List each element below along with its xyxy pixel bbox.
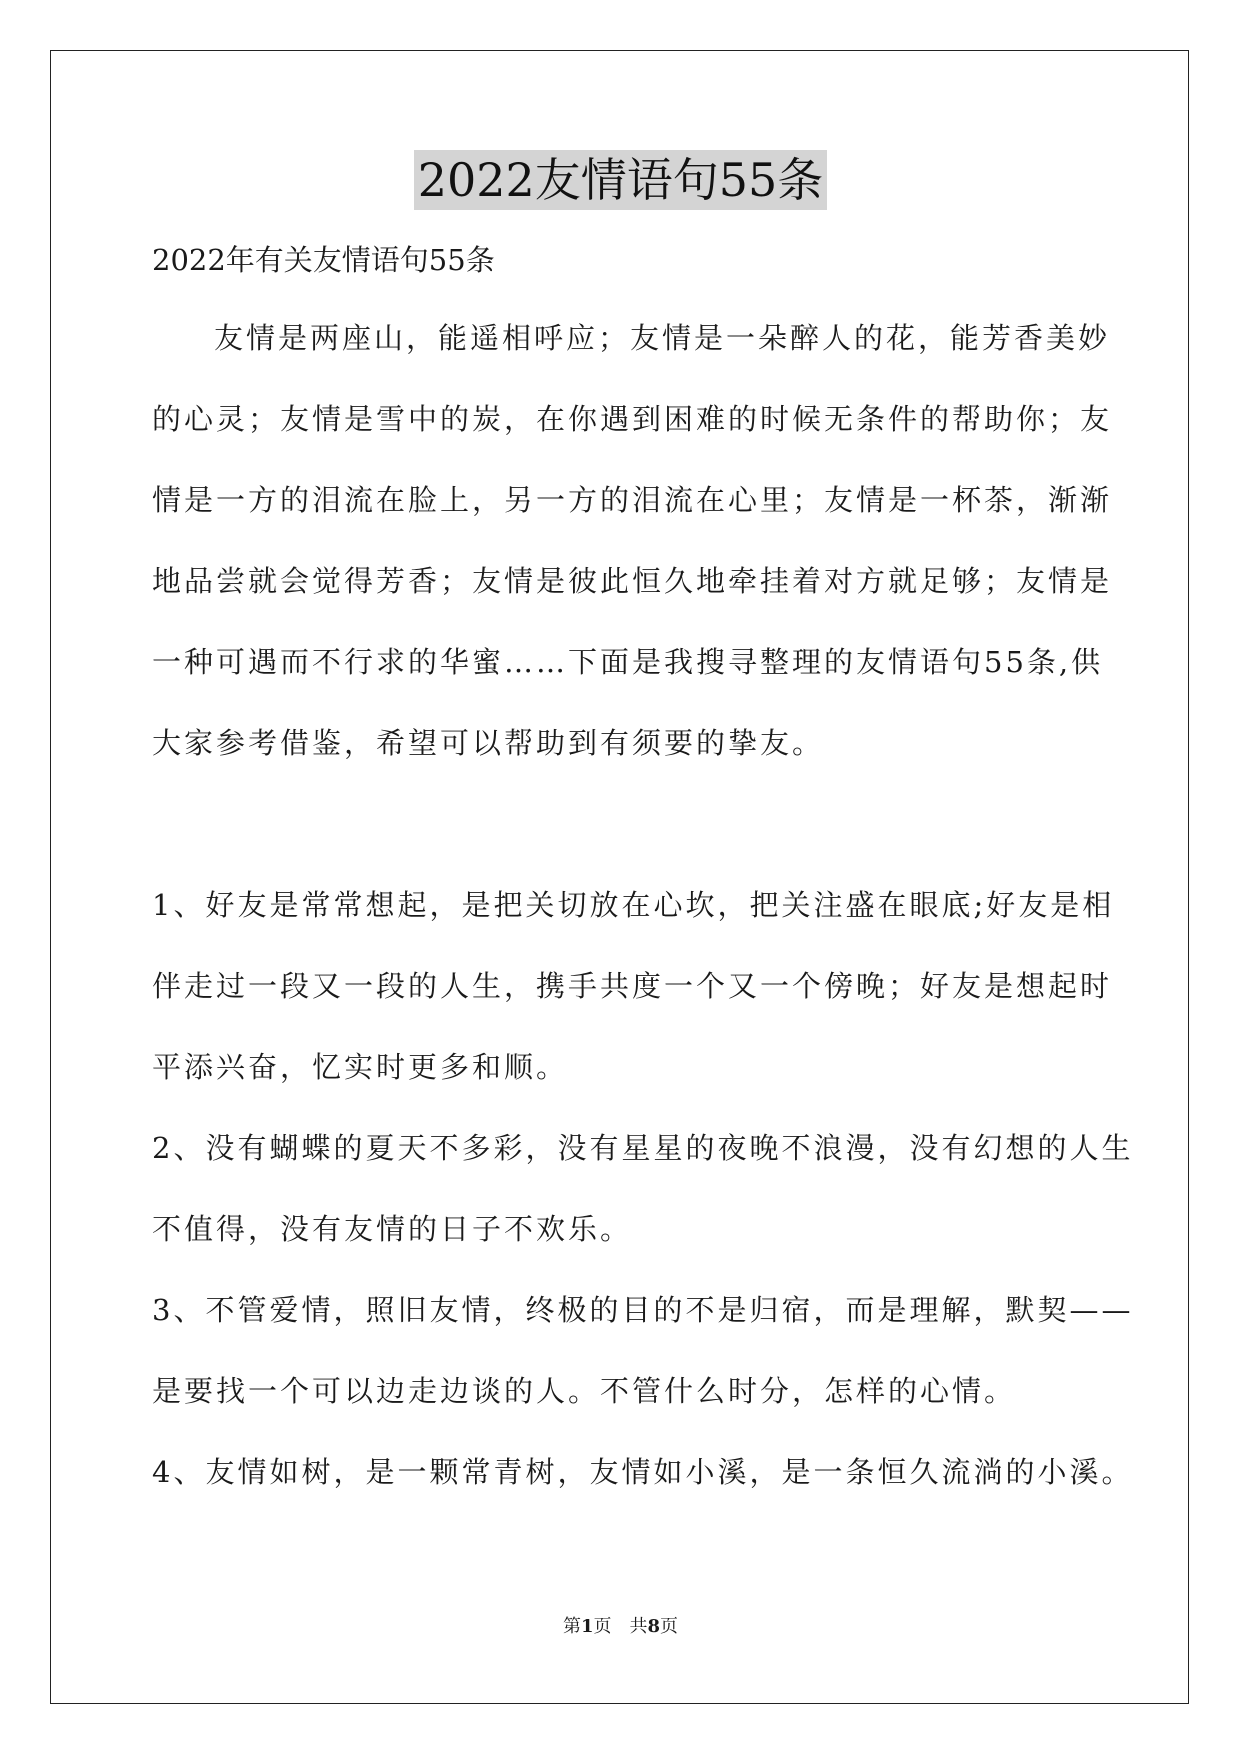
intro-line: 友情是两座山，能遥相呼应；友情是一朵醉人的花，能芳香美妙	[214, 321, 1111, 355]
list-item	[152, 1128, 1134, 1249]
item-line: 是要找一个可以边走边谈的人。不管什么时分，怎样的心情。	[152, 1374, 1017, 1408]
intro-line: 一种可遇而不行求的华蜜……下面是我搜寻整理的友情语句55条,供	[152, 645, 1104, 679]
title-container	[0, 150, 1241, 210]
document-title: 2022友情语句55条	[414, 150, 828, 210]
page-mid: 页 共	[593, 1616, 648, 1637]
page-footer	[0, 1615, 1241, 1639]
intro-line: 地品尝就会觉得芳香；友情是彼此恒久地牵挂着对方就足够；友情是	[152, 564, 1113, 598]
item-line: 3、不管爱情，照旧友情，终极的目的不是归宿，而是理解，默契——	[152, 1293, 1134, 1327]
intro-paragraph	[152, 318, 1113, 763]
list-item	[152, 1452, 1134, 1492]
paragraph-gap	[152, 804, 1092, 885]
page-suffix: 页	[660, 1616, 679, 1637]
list-item	[152, 885, 1115, 1087]
item-line: 伴走过一段又一段的人生，携手共度一个又一个傍晚；好友是想起时	[152, 969, 1113, 1003]
item-line: 2、没有蝴蝶的夏天不多彩，没有星星的夜晚不浪漫，没有幻想的人生	[152, 1131, 1134, 1165]
intro-line: 的心灵；友情是雪中的炭，在你遇到困难的时候无条件的帮助你；友	[152, 402, 1113, 436]
document-subtitle: 2022年有关友情语句55条	[152, 243, 495, 277]
item-line: 1、好友是常常想起，是把关切放在心坎，把关注盛在眼底;好友是相	[152, 888, 1115, 922]
intro-line: 情是一方的泪流在脸上，另一方的泪流在心里；友情是一杯茶，渐渐	[152, 483, 1113, 517]
list-item	[152, 1290, 1134, 1411]
item-line: 不值得，没有友情的日子不欢乐。	[152, 1212, 633, 1246]
document-body	[152, 240, 1134, 1533]
page-prefix: 第	[562, 1616, 581, 1637]
intro-line: 大家参考借鉴，希望可以帮助到有须要的挚友。	[152, 726, 825, 760]
page-current-number: 1	[580, 1616, 594, 1637]
item-line: 平添兴奋，忆实时更多和顺。	[152, 1050, 569, 1084]
page-total-number: 8	[647, 1616, 661, 1637]
item-line: 4、友情如树，是一颗常青树，友情如小溪，是一条恒久流淌的小溪。	[152, 1455, 1134, 1489]
